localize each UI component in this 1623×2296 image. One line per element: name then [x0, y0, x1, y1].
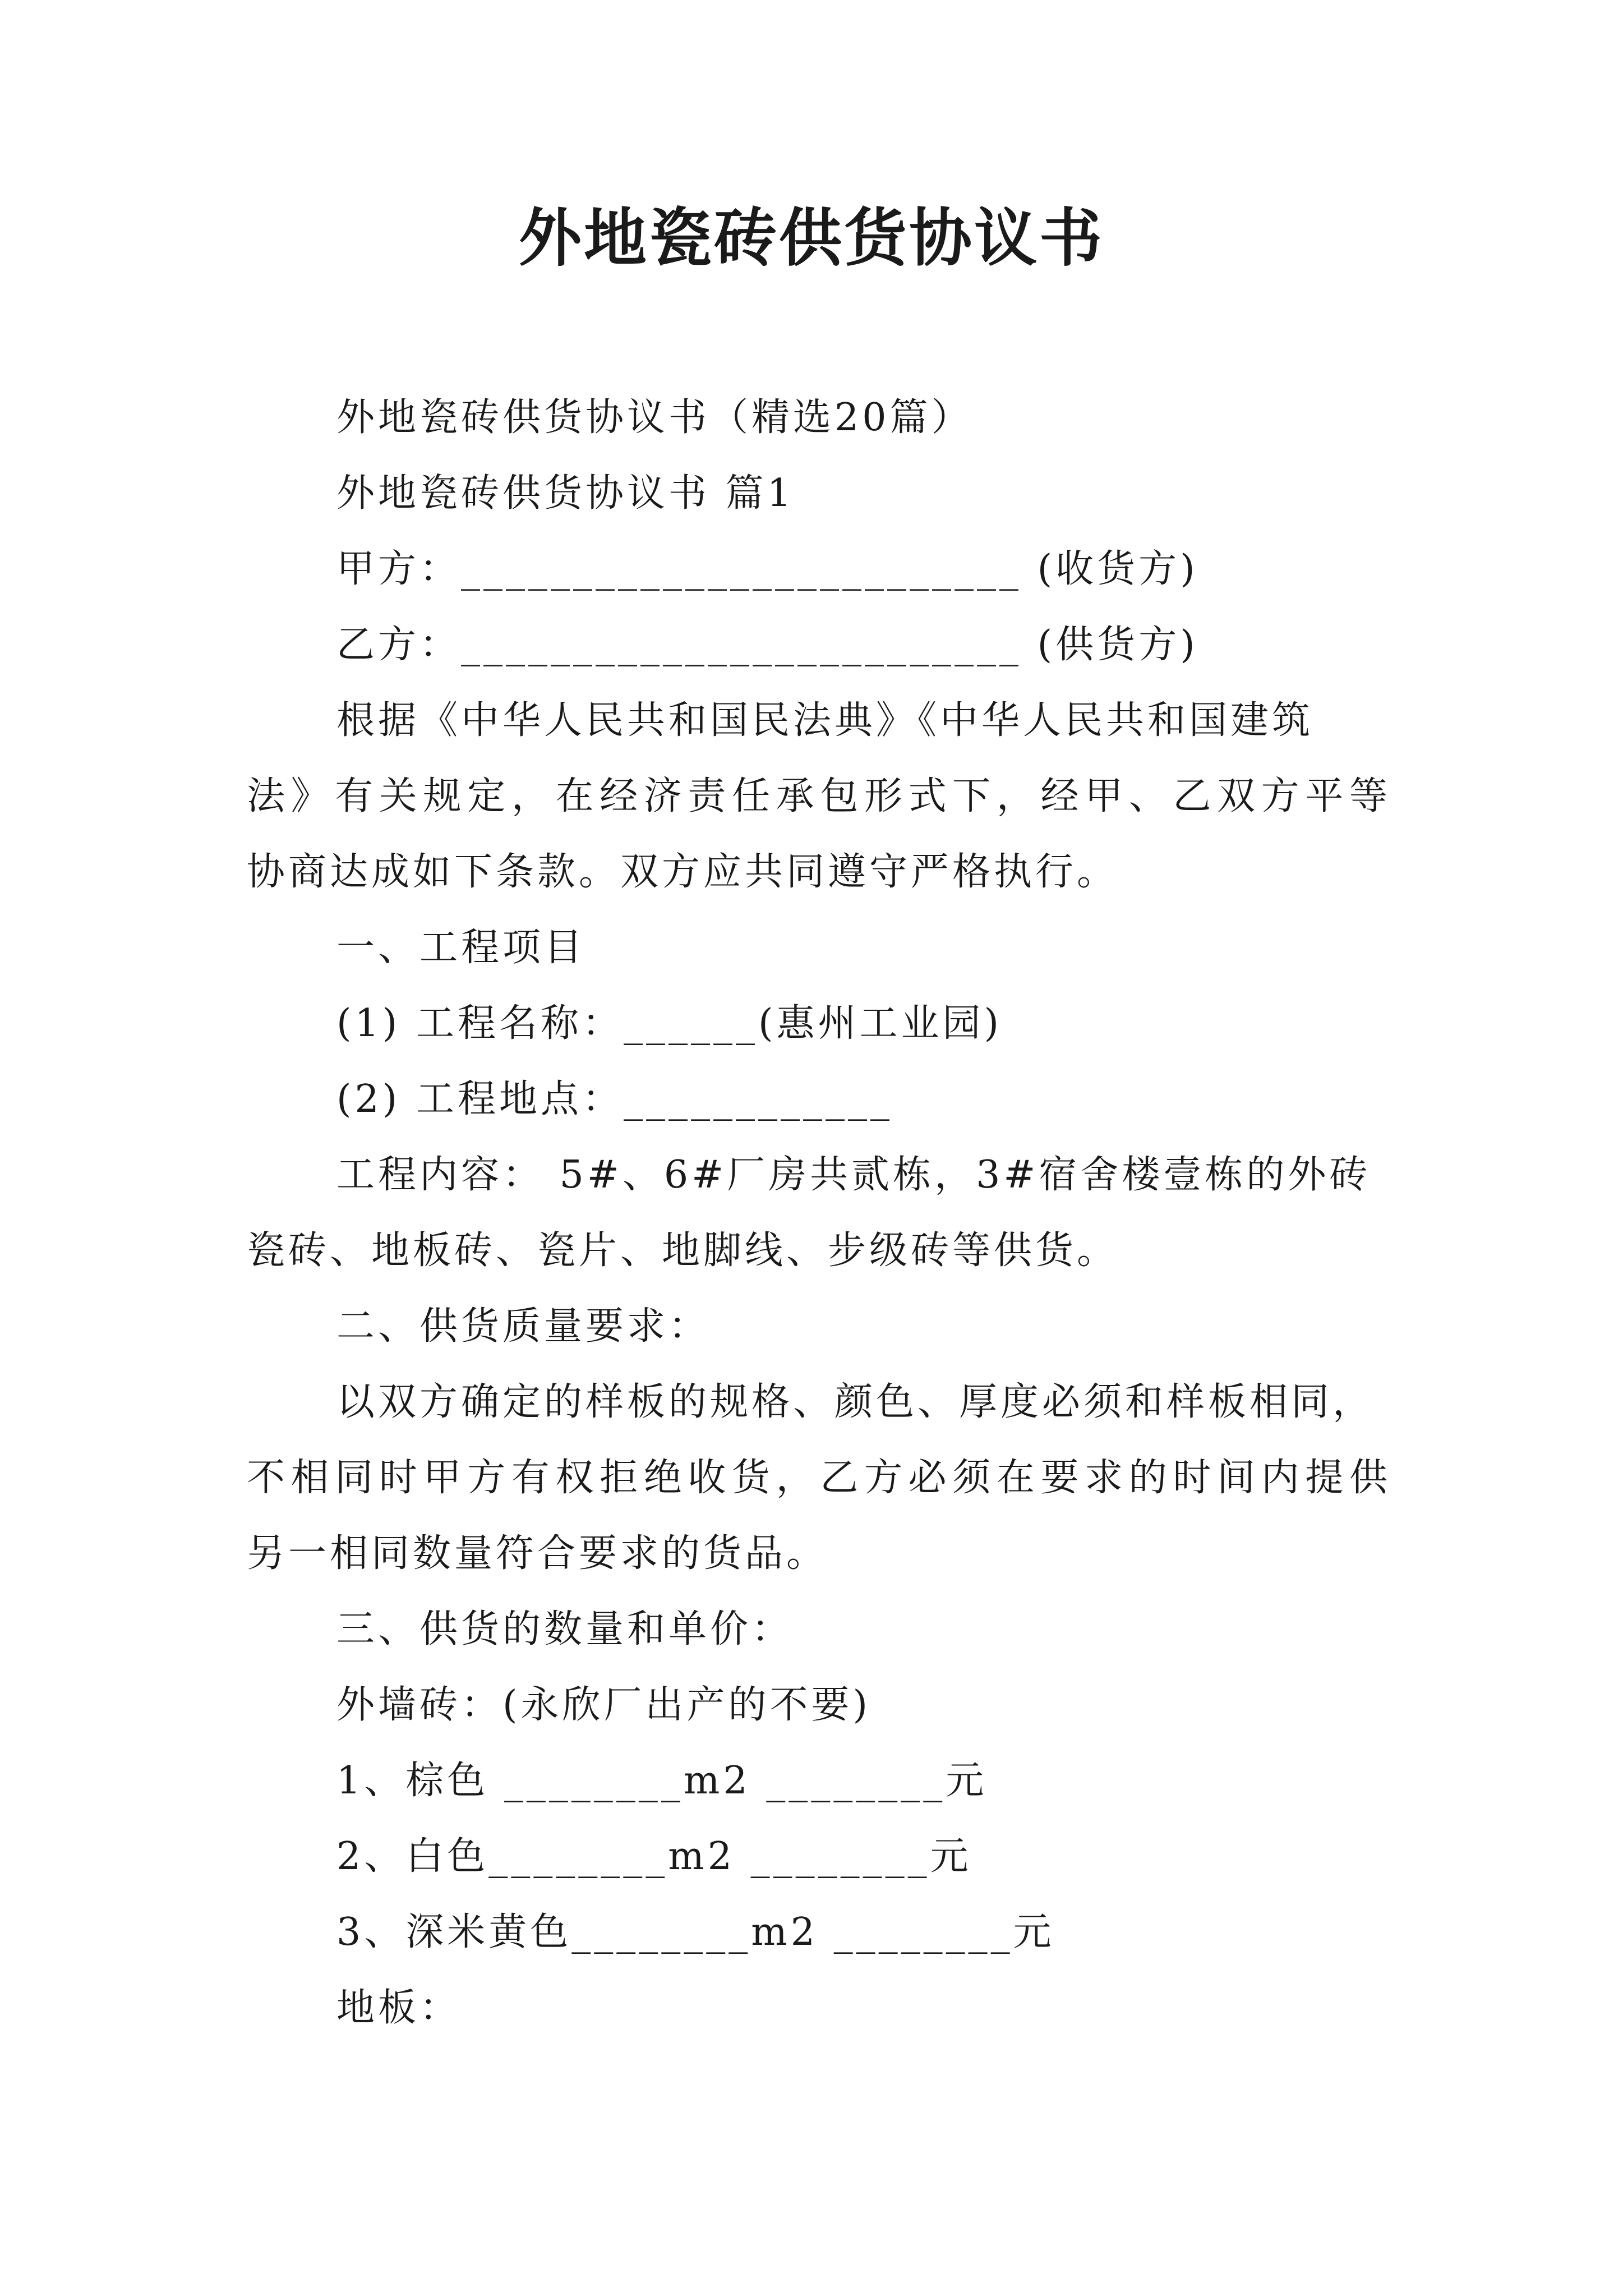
project-location-line: (2) 工程地点：____________	[336, 1077, 893, 1121]
section-heading: 二、供货质量要求：	[336, 1304, 711, 1349]
paragraph-line: 法》有关规定，在经济责任承包形式下，经甲、乙双方平等	[247, 774, 1391, 818]
section-heading: 一、工程项目	[336, 926, 586, 970]
party-a-line: 甲方：_________________________ (收货方)	[336, 547, 1198, 591]
party-b-line: 乙方：_________________________ (供货方)	[336, 623, 1198, 667]
paragraph-line: 以双方确定的样板的规格、颜色、厚度必须和样板相同，	[336, 1380, 1375, 1424]
list-item: 3、深米黄色________m2 ________元	[336, 1910, 1055, 1954]
paragraph-line: 不相同时甲方有权拒绝收货，乙方必须在要求的时间内提供	[247, 1456, 1391, 1500]
paragraph-line: 工程内容： 5#、6#厂房共贰栋，3#宿舍楼壹栋的外砖	[336, 1153, 1371, 1197]
paragraph-line: 协商达成如下条款。双方应共同遵守严格执行。	[247, 850, 1119, 894]
list-heading: 外墙砖：(永欣厂出产的不要)	[336, 1683, 872, 1727]
list-heading: 地板：	[336, 1986, 462, 2030]
list-item: 1、棕色 ________m2 ________元	[336, 1759, 988, 1803]
paragraph-line: 另一相同数量符合要求的货品。	[247, 1531, 828, 1576]
document-title: 外地瓷砖供货协议书	[519, 201, 1104, 275]
list-item: 2、白色________m2 ________元	[336, 1834, 972, 1879]
section-heading: 外地瓷砖供货协议书 篇1	[336, 471, 795, 516]
paragraph-line: 根据《中华人民共和国民法典》《中华人民共和国建筑	[336, 698, 1314, 743]
subtitle-line: 外地瓷砖供货协议书（精选20篇）	[336, 395, 973, 440]
section-heading: 三、供货的数量和单价：	[336, 1607, 794, 1651]
project-name-line: (1) 工程名称：______(惠州工业园)	[336, 1001, 1002, 1046]
paragraph-line: 瓷砖、地板砖、瓷片、地脚线、步级砖等供货。	[247, 1228, 1119, 1273]
